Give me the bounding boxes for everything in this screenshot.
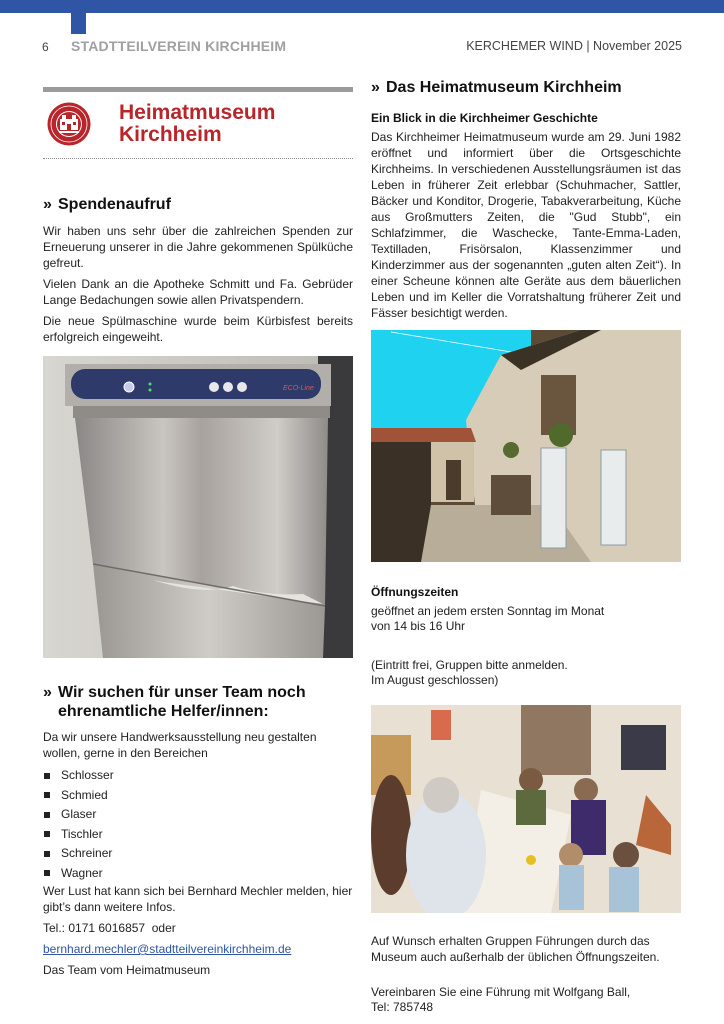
contact-email-link[interactable]: bernhard.mechler@stadtteilvereinkirchheim.de xyxy=(43,942,292,956)
list-item: Glaser xyxy=(43,805,353,825)
page-number: 6 xyxy=(42,40,49,54)
museum-section-heading: » Das Heimatmuseum Kirchheim xyxy=(371,79,622,96)
helpers-list xyxy=(43,766,353,883)
list-item: Schlosser xyxy=(43,766,353,786)
right-column xyxy=(371,78,681,1015)
admission-note-line1: (Eintritt frei, Gruppen bitte anmelden. xyxy=(371,658,568,672)
bullet-icon xyxy=(44,792,50,798)
contact-phone: Tel.: 0171 6016857 oder xyxy=(43,921,176,935)
eco-line-label: ECO-Line xyxy=(283,385,314,392)
header-tab-marker xyxy=(71,13,86,34)
museum-courtyard-photo xyxy=(371,330,681,562)
museum-title: Heimatmuseum Kirchheim xyxy=(119,101,276,146)
donation-paragraph-2: Vielen Dank an die Apotheke Schmitt und Fa. Gebrüder Lange Bedachungen sowie allen Privatspendern. xyxy=(43,277,353,307)
bullet-icon xyxy=(44,831,50,837)
opening-hours-line2: von 14 bis 16 Uhr xyxy=(371,619,466,633)
issue-label: KERCHEMER WIND | November 2025 xyxy=(466,39,682,53)
list-item: Schmied xyxy=(43,786,353,806)
list-item: Wagner xyxy=(43,864,353,884)
donation-heading: » Spendenaufruf xyxy=(43,196,171,213)
tours-text: Auf Wunsch erhalten Gruppen Führungen durch das Museum auch außerhalb der üblichen Öffnungszeiten. xyxy=(371,934,660,964)
dishwasher-photo xyxy=(43,356,353,658)
donation-paragraph-3: Die neue Spülmaschine wurde beim Kürbisfest bereits erfolgreich eingeweiht. xyxy=(43,314,353,344)
admission-note-line2: Im August geschlossen) xyxy=(371,673,499,687)
bullet-icon xyxy=(44,870,50,876)
museum-seal-logo-icon xyxy=(47,102,91,146)
opening-hours-line1: geöffnet an jedem ersten Sonntag im Monat xyxy=(371,604,605,618)
helpers-intro: Da wir unsere Handwerksausstellung neu gestalten wollen, gerne in den Bereichen xyxy=(43,730,317,760)
opening-hours-heading: Öffnungszeiten xyxy=(371,585,459,599)
museum-tour-photo xyxy=(371,705,681,913)
museum-intro: Das Kirchheimer Heimatmuseum wurde am 29. Juni 1982 eröffnet und informiert über die Ortsgeschichte Kirchheims. In verschiedenen Ausstellungsräumen ist das Leben in früherer Zeit erlebbar (Schuhmacher, Sattler, Bäcker und Konditor, Drogerie, Tabakverarbeitung, Küche aus Großmutters Zeiten, die "Gud Stubb", ein Schlafzimmer, die Waschecke, Tante-Emma-Laden, Textilladen, Frisörsalon, Klassenzimmer und Kinderzimmer aus der sogenannten „guten alten Zeit“). In einer Scheune können alte Geräte aus dem bäuerlichen Leben und im Keller die Vorratshaltung früherer Zeit und Fässer besichtigt werden. xyxy=(371,130,681,320)
left-column xyxy=(43,87,353,983)
list-item: Schreiner xyxy=(43,844,353,864)
booking-line1: Vereinbaren Sie eine Führung mit Wolfgang Ball, xyxy=(371,985,631,999)
list-item: Tischler xyxy=(43,825,353,845)
bullet-icon xyxy=(44,812,50,818)
donation-paragraph-1: Wir haben uns sehr über die zahlreichen Spenden zur Erneuerung unserer in die Jahre gekommenen Spülküche gefreut. xyxy=(43,224,353,270)
bullet-icon xyxy=(44,851,50,857)
museum-subheading: Ein Blick in die Kirchheimer Geschichte xyxy=(371,111,598,125)
helpers-heading: » Wir suchen für unser Team noch ehrenamtliche Helfer/innen: xyxy=(43,684,306,720)
signature: Das Team vom Heimatmuseum xyxy=(43,963,211,977)
header-bar xyxy=(0,0,724,13)
booking-line2: Tel: 785748 xyxy=(371,1000,434,1014)
museum-header xyxy=(43,92,353,156)
contact-text: Wer Lust hat kann sich bei Bernhard Mechler melden, hier gibt’s dann weitere Infos. xyxy=(43,884,353,914)
organization-name: STADTTEILVEREIN KIRCHHEIM xyxy=(71,38,287,54)
dotted-divider xyxy=(43,158,353,159)
bullet-icon xyxy=(44,773,50,779)
